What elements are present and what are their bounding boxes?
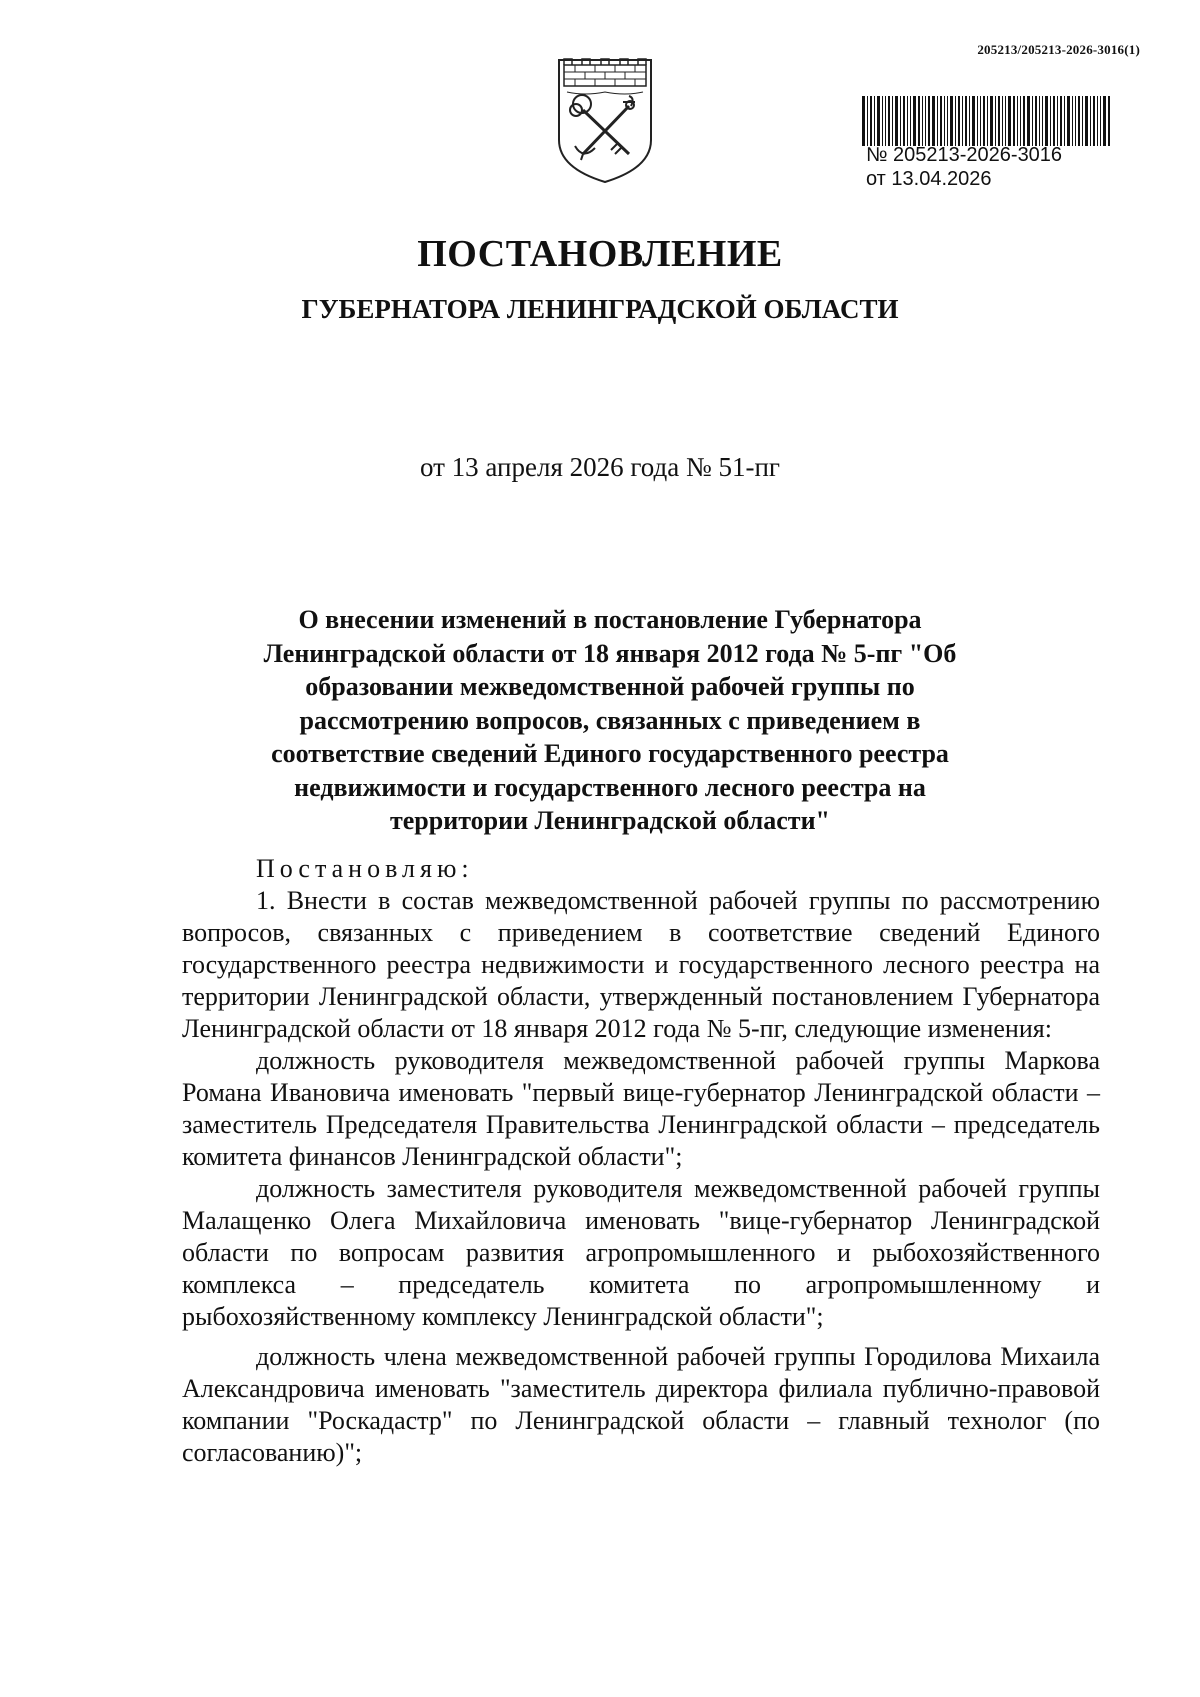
paragraph-item-1: 1. Внести в состав межведомственной рабочей группы по рассмотрению вопросов, связанных с приведением в соответствие сведений Единого государственного реестра недвижимости и государственного лесного реестра на территории Ленинградской области, утвержденный постановлением Губернатора Ленинградской области от 18 января 2012 года № 5-пг, следующие изменения:	[182, 886, 1100, 1043]
document-subject: О внесении изменений в постановление Губернатора Ленинградской области от 18 января 2012 года № 5-пг "Об образовании межведомственной рабочей группы по рассмотрению вопросов, связанных с приведением в соответствие сведений Единого государственного реестра недвижимости и государственного лесного реестра на территории Ленинградской области"	[263, 605, 957, 835]
document-subtitle: ГУБЕРНАТОРА ЛЕНИНГРАДСКОЙ ОБЛАСТИ	[301, 294, 899, 324]
document-body	[182, 853, 1100, 1469]
document-code: 205213/205213-2026-3016(1)	[977, 42, 1140, 57]
decree-word: Постановляю:	[256, 854, 474, 883]
barcode-icon	[862, 96, 1110, 146]
registration-number: № 205213-2026-3016	[866, 144, 1063, 166]
paragraph-deputy-head-position: должность заместителя руководителя межведомственной рабочей группы Малащенко Олега Михайловича именовать "вице-губернатор Ленинградской области по вопросам развития агропромышленного и рыбохозяйственного комплекса – председатель комитета по агропромышленному и рыбохозяйственному комплексу Ленинградской области";	[182, 1174, 1100, 1331]
document-date-number: от 13 апреля 2026 года № 51-пг	[419, 452, 781, 482]
document-title: ПОСТАНОВЛЕНИЕ	[417, 233, 783, 275]
paragraph-member-position: должность члена межведомственной рабочей группы Городилова Михаила Александровича именовать "заместитель директора филиала публично-правовой компании "Роскадастр" по Ленинградской области – главный технолог (по согласованию)";	[182, 1342, 1100, 1467]
coat-of-arms-icon	[555, 56, 655, 184]
paragraph-head-position: должность руководителя межведомственной рабочей группы Маркова Романа Ивановича именовать "первый вице-губернатор Ленинградской области – заместитель Председателя Правительства Ленинградской области – председатель комитета финансов Ленинградской области";	[182, 1046, 1100, 1171]
registration-date: от 13.04.2026	[866, 168, 992, 190]
